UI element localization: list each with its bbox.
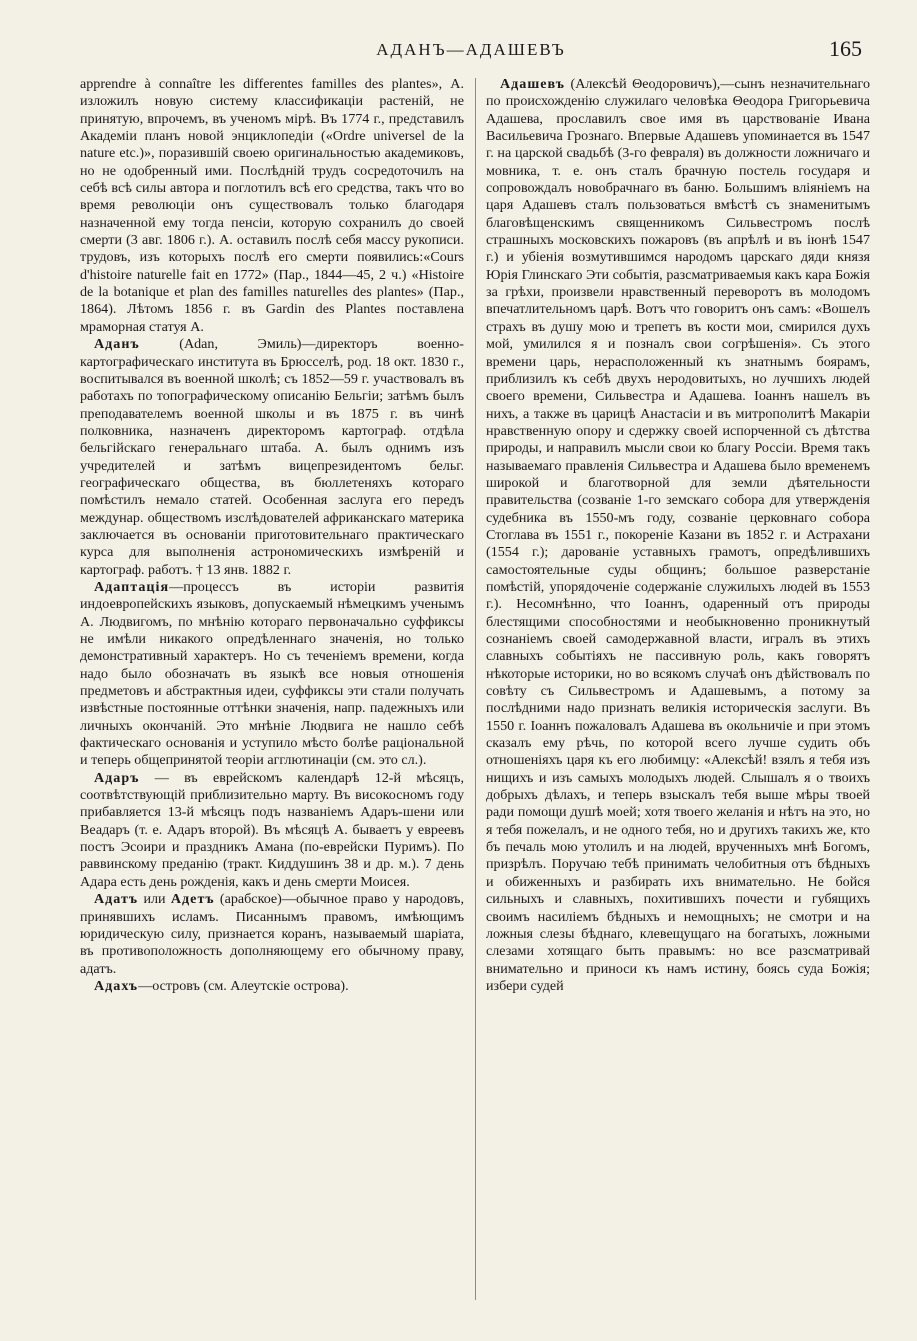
headword-adat: Адатъ [94, 891, 139, 908]
entry-adat-text: (арабское)—обычное право у народовъ, принявшихъ исламъ. Писаннымъ правомъ, имѣющимъ юридическую силу, признается коранъ, называемый шаріата, въ противоположность дополняющему его обычному праву, адатъ. [80, 891, 464, 977]
entry-adaptation [80, 579, 464, 770]
entry-adan [80, 336, 464, 579]
entry-adakh-text: —островъ (см. Алеутскіе острова). [138, 977, 349, 994]
headword-adakh: Адахъ [94, 977, 139, 994]
column-divider [475, 78, 476, 1300]
page-header [80, 36, 862, 66]
left-column [80, 76, 464, 1306]
entry-adanson-continuation: apprendre à connaître les differentes familles des plantes», А. изложилъ новую систему классификаціи растеній, не принятую, впрочемъ, въ ученомъ мірѣ. Въ 1774 г., представилъ Академіи планъ новой энциклопедіи («Ordre universel de la nature etc.)», поразившій своею оригинальностью академиковъ, но не одобренный ими. Послѣдній трудъ сосредоточилъ на себѣ всѣ силы автора и поглотилъ всѣ его средства, такъ что во время революціи онъ существовалъ только благодаря назначенной ему тогда пенсіи, которую сохранилъ до своей смерти (3 авг. 1806 г.). А. оставилъ послѣ себя массу рукописи. трудовъ, изъ которыхъ послѣ его смерти появились:«Cours d'histoire naturelle fait en 1772» (Пар., 1844—45, 2 ч.) «Histoire de la botanique et plan des familles naturelles des plantes» (Пар., 1864). Лѣтомъ 1856 г. въ Gardin des Plantes поставлена мраморная статуя А. [80, 76, 464, 335]
entry-adashev [486, 76, 870, 995]
running-title: АДАНЪ—АДАШЕВЪ [376, 40, 566, 59]
entry-adan-text: (Adan, Эмиль)—директоръ военно-картографическаго института въ Брюсселѣ, род. 18 окт. 1830 г., воспитывался въ военной школѣ; съ 1852—59 г. участвовалъ въ работахъ по топографическому описанію Бельгіи; затѣмъ былъ преподавателемъ военной школы и въ 1875 г. въ чинѣ полковника, назначенъ директоромъ картограф. отдѣла бельгійскаго генеральнаго штаба. А. былъ однимъ изъ учредителей и затѣмъ вицепрезидентомъ бельг. географическаго общества, въ бюллетеняхъ котораго помѣстилъ немало статей. Особенная заслуга его передъ междунар. обществомъ изслѣдователей африканскаго материка заключается въ основаніи приготовительнаго практическаго курса для выполненія астрономическихъ измѣреній и картограф. работъ. † 13 янв. 1882 г. [80, 336, 464, 578]
entry-adashev-text: (Алексѣй Θеодоровичъ),—сынъ незначительнаго по происхожденію служилаго человѣка Θеодора Григорьевича Адашева, прославилъ свое имя въ царствованіе Ивана Васильевича Грознаго. Впервые Адашевъ упоминается въ 1547 г. на царской свадьбѣ (3-го февраля) въ должности ложничаго и мовника, т. е. онъ сталъ брачную постель государя и сопровождалъ новобрачнаго въ баню. Большимъ вліяніемъ на царя Адашевъ сталъ пользоваться вмѣстѣ съ знаменитымъ благовѣщенскимъ священникомъ Сильвестромъ послѣ страшныхъ московскихъ пожаровъ (въ апрѣлѣ и въ іюнѣ 1547 г.) и убіенія возмутившимся народомъ царскаго дяди князя Юрія Глинскаго Эти событія, разсматриваемыя какъ кара Божія за грѣхи, произвели нравственный переворотъ въ молодомъ впечатлительномъ царѣ. Вотъ что говоритъ онъ самъ: «Вошелъ страхъ въ душу мою и трепетъ въ кости мои, смирился духъ мой, умилился я и позналъ свои согрѣшенія». Съ этого времени царь, нерасположенный къ знатнымъ боярамъ, приблизилъ къ себѣ двухъ неродовитыхъ, но лучшихъ людей своего времени, Сильвестра и Адашева. Іоаннъ нашелъ въ нихъ, а также въ царицѣ Анастасіи и въ митрополитѣ Макаріи нравственную опору и сдержку своей испорченной съ дѣтства природы, и направилъ мысли свои ко благу Россіи. Время такъ называемаго правленія Сильвестра и Адашева было временемъ широкой и благотворной для земли дѣятельности правительства (созваніе 1-го земскаго собора для утвержденія судебника въ 1550-мъ году, созваніе церковнаго собора Стоглава въ 1551 г., покореніе Казани въ 1852 г. и Астрахани (1554 г.); дарованіе уставныхъ грамотъ, опредѣлившихъ самостоятельные суды общинъ; большое разверстаніе помѣстій, упорядоченіе содержаніе служилыхъ людей въ 1553 г.). Несомнѣнно, что Іоаннъ, одаренный отъ природы блестящими способностями и необыкновенно проникнутый сознаніемъ своей самодержавной власти, игралъ въ этихъ славныхъ событіяхъ не пассивную роль, какъ говорятъ нѣкоторые историки, но во всякомъ случаѣ онъ дѣйствовалъ по совѣту съ Сильвестромъ и Адашевымъ, а потому за послѣдними надо признать великія историческія заслуги. Въ 1550 г. Іоаннъ пожаловалъ Адашева въ окольничіе и при этомъ сказалъ ему рѣчь, по которой всего лучше судить объ отношеніяхъ царя къ его любимцу: «Алексѣй! взялъ я тебя изъ нищихъ и изъ самыхъ молодыхъ людей. Слышалъ я о твоихъ добрыхъ дѣлахъ, и теперь взыскалъ тебя выше мѣры твоей ради помощи душѣ моей; хотя твоего желанія и нѣтъ на это, но я тебя пожелалъ, и не одного тебя, но и другихъ такихъ же, кто бъ печаль мою утолилъ и на людей, врученныхъ мнѣ Богомъ, призрѣлъ. Поручаю тебѣ принимать челобитныя отъ бѣдныхъ и обиженныхъ и разбирать ихъ внимательно. Не бойся сильныхъ и славныхъ, похитившихъ почести и губящихъ своимъ насиліемъ бѣдныхъ и немощныхъ; не смотри и на ложныя слезы бѣднаго, клевещущаго на богатыхъ, ложными слезами хотящаго быть правымъ: но все разсматривай внимательно и приноси къ намъ истину, боясь суда Божія; избери судей [486, 76, 870, 994]
page-number: 165 [829, 36, 862, 61]
entry-adakh [80, 978, 464, 995]
headword-adar: Адаръ [94, 769, 140, 786]
entry-adar [80, 770, 464, 891]
headword-adan: Аданъ [94, 336, 140, 353]
headword-adashev: Адашевъ [500, 76, 565, 92]
headword-adaptation: Адаптація [94, 578, 170, 595]
entry-adat-connector: или [138, 891, 171, 908]
right-column [486, 76, 870, 1306]
entry-adaptation-text: —процессъ въ исторіи развитія индоевропейскихъ языковъ, допускаемый нѣмецкимъ ученымъ А. Людвигомъ, по мнѣнію котораго первоначально суффиксы не имѣли никакого опредѣленнаго значенія, но только демонстративный характеръ. Но съ теченіемъ времени, когда надо было обозначать въ языкѣ все новыя отношенія предметовъ и абстрактныя идеи, суффиксы эти стали получать извѣстные постоянные оттѣнки значенія, напр. падежныхъ или личныхъ окончаній. Это мнѣніе Людвига не нашло себѣ фактическаго основанія и уступило мѣсто болѣе раціональной и теперь общепринятой теоріи агглютинаціи (см. это сл.). [80, 578, 464, 769]
headword-adet: Адетъ [170, 891, 215, 908]
entry-adat [80, 891, 464, 978]
entry-adar-text: — въ еврейскомъ календарѣ 12-й мѣсяцъ, соотвѣтствующій приблизительно марту. Въ високосномъ году прибавляется 13-й мѣсяцъ подъ названіемъ Адаръ-шени или Веадаръ (т. е. Адаръ второй). Въ мѣсяцѣ А. бываетъ у евреевъ постъ Эсоири и праздникъ Амана (по-еврейски Пуримъ). По раввинскому преданію (тракт. Киддушинъ 38 и др. м.). 7 день Адара есть день рожденія, какъ и день смерти Моисея. [80, 769, 464, 890]
